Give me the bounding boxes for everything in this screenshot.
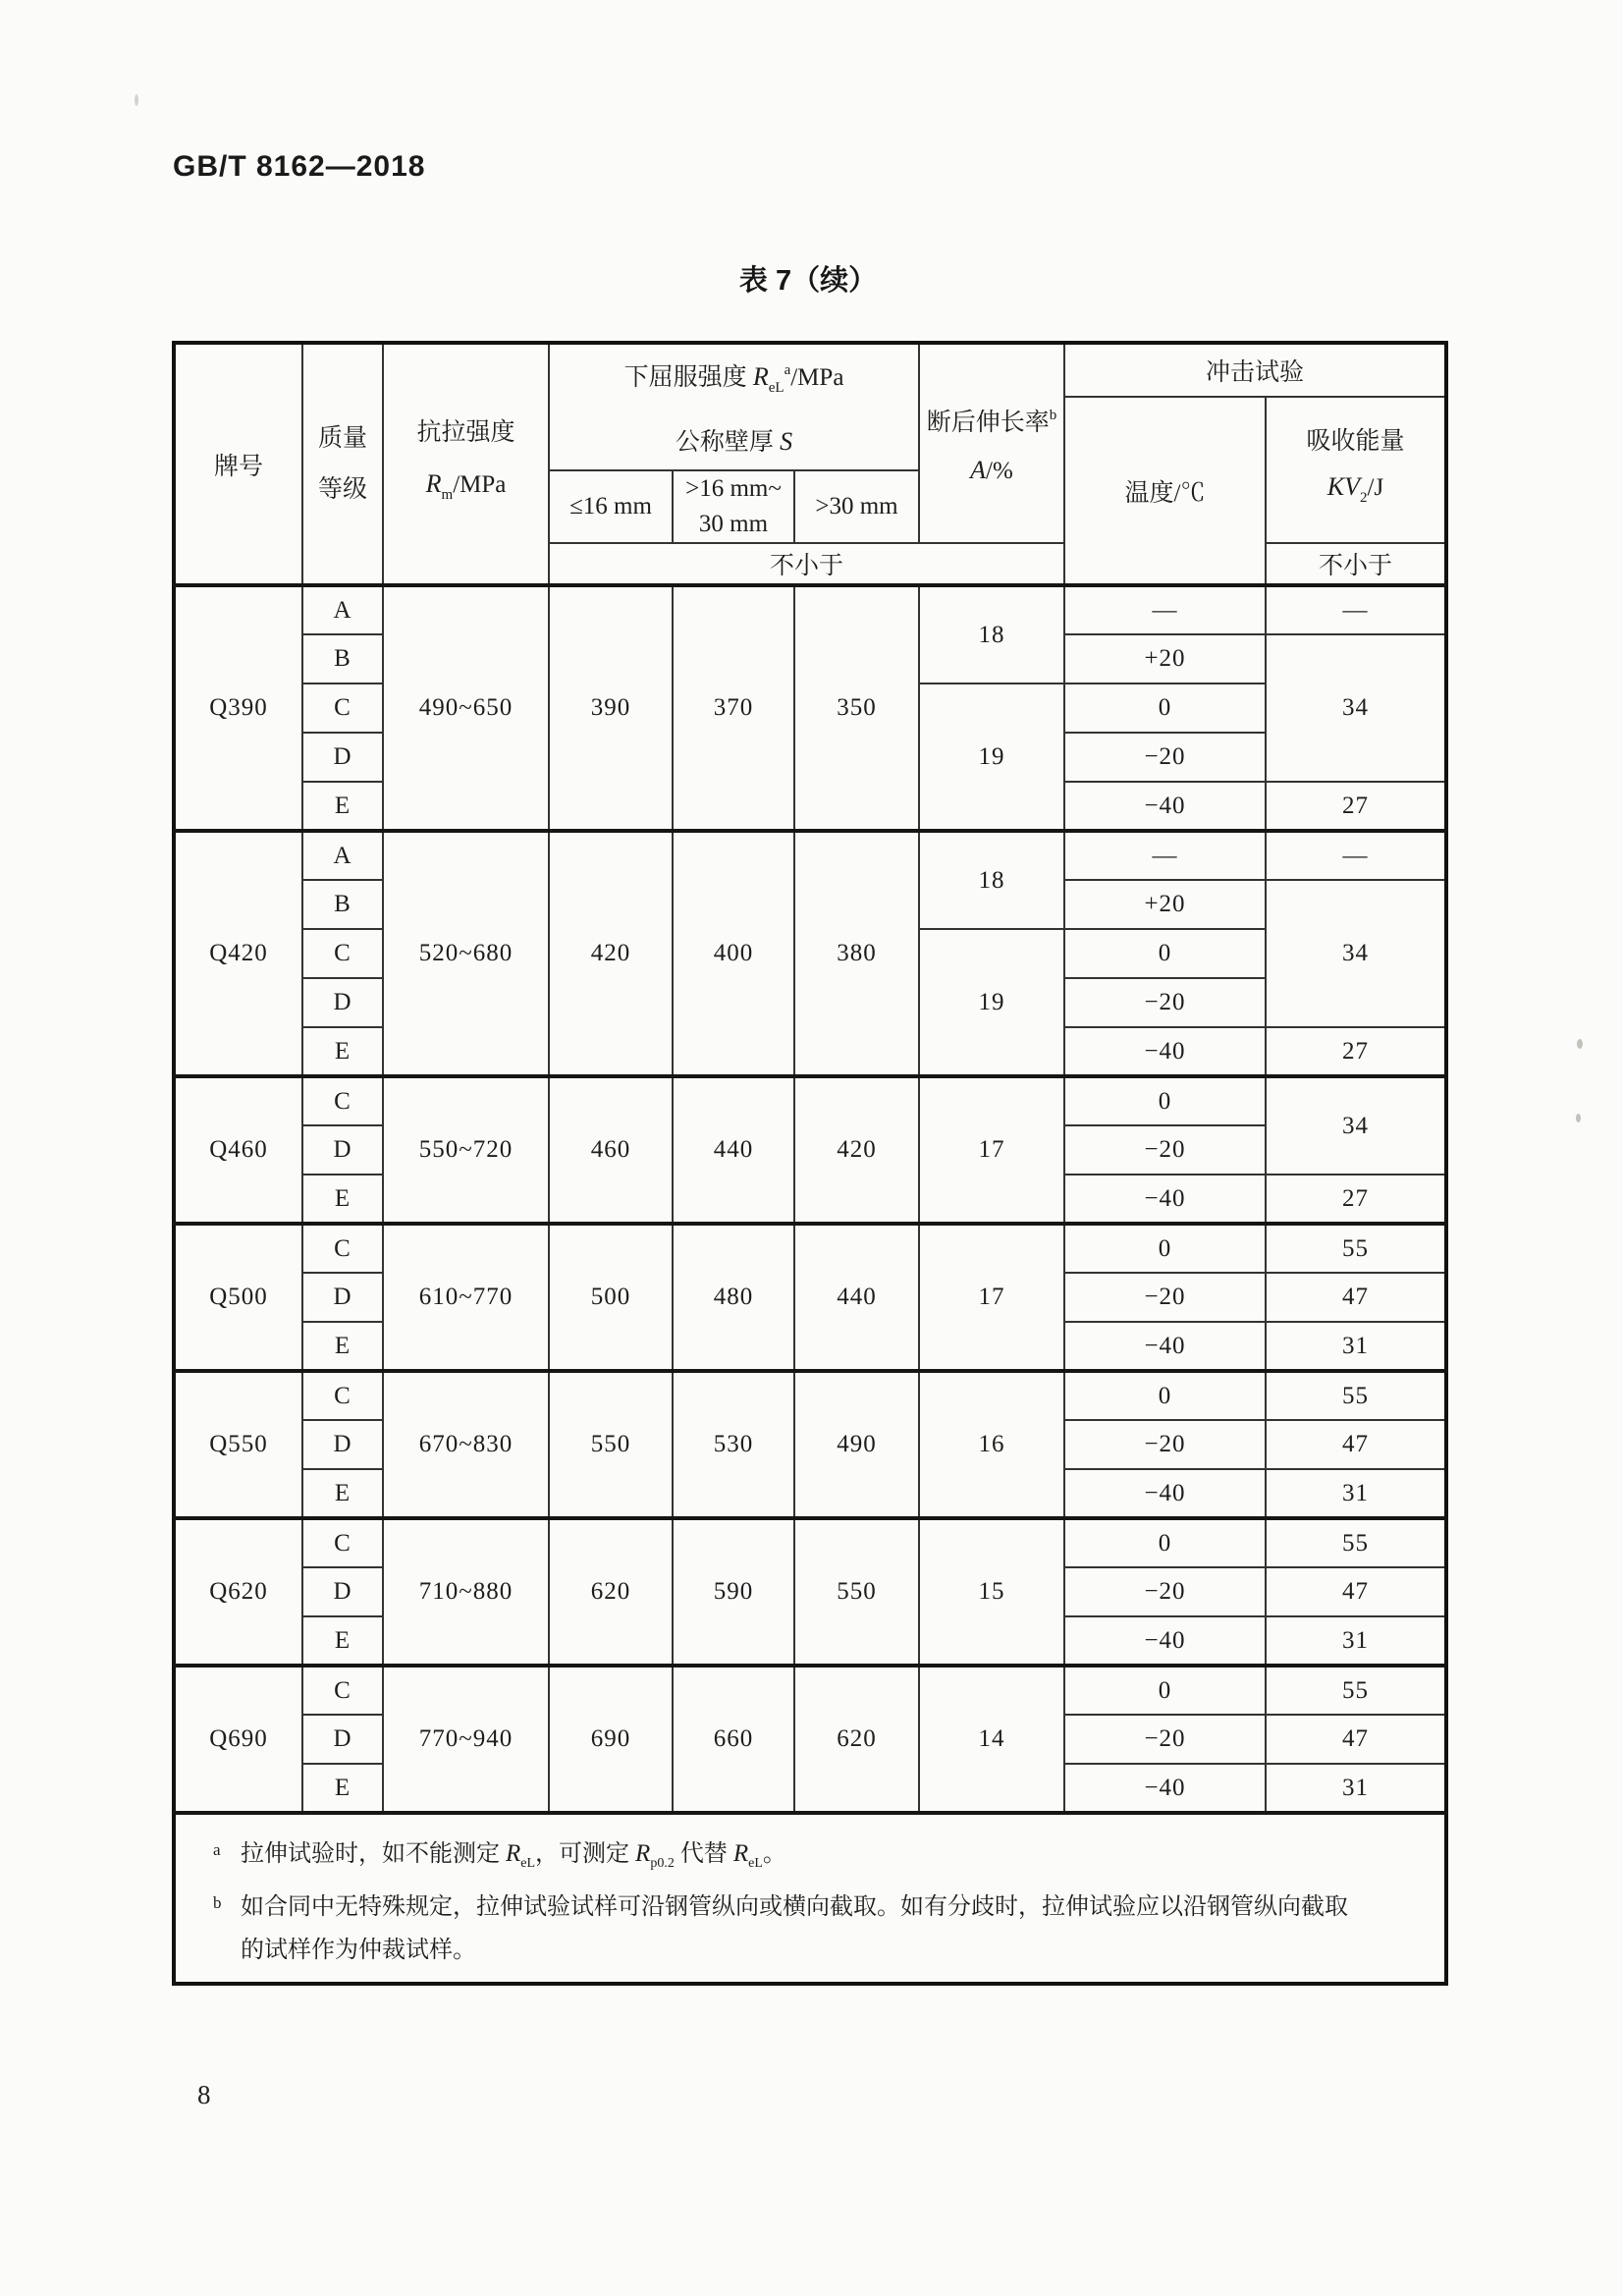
grade-cell: Q550 (174, 1371, 302, 1518)
quality-cell: D (302, 1420, 383, 1469)
tensile-cell: 610~770 (383, 1224, 549, 1371)
temp-cell: +20 (1064, 880, 1266, 929)
yield-cell-1: 550 (549, 1371, 673, 1518)
kv-cell: — (1266, 585, 1446, 634)
energy-symbol: $KV_2/J$ (1326, 472, 1384, 506)
tensile-cell: 710~880 (383, 1518, 549, 1666)
grade-cell: Q690 (174, 1666, 302, 1813)
quality-cell: B (302, 634, 383, 683)
yield-cell-1: 390 (549, 585, 673, 831)
kv-cell: 31 (1266, 1616, 1446, 1666)
yield-cell-3: 440 (794, 1224, 919, 1371)
temp-cell: −20 (1064, 1125, 1266, 1175)
kv-cell: 47 (1266, 1273, 1446, 1322)
yield-cell-1: 420 (549, 831, 673, 1076)
quality-cell: D (302, 733, 383, 782)
kv-cell: 27 (1266, 1175, 1446, 1224)
quality-cell: C (302, 929, 383, 978)
scan-speck-1 (1577, 1039, 1583, 1049)
yield-symbol-line: 下屈服强度 $R_{eL}^a$/MPa (623, 361, 844, 396)
kv-cell: 55 (1266, 1371, 1446, 1420)
temp-cell: 0 (1064, 1666, 1266, 1715)
yield-cell-3: 550 (794, 1518, 919, 1666)
temp-cell: −20 (1064, 1420, 1266, 1469)
energy-label: 吸收能量 (1306, 428, 1405, 455)
kv-cell: 47 (1266, 1715, 1446, 1764)
quality-cell: A (302, 831, 383, 880)
temp-cell: −20 (1064, 978, 1266, 1027)
quality-cell: C (302, 1076, 383, 1125)
quality-cell: E (302, 782, 383, 831)
temp-cell: −40 (1064, 1764, 1266, 1813)
page-number: 8 (197, 2080, 211, 2109)
header-impact-test: 冲击试验 (1064, 343, 1446, 397)
kv-cell: 34 (1266, 1076, 1446, 1175)
elongation-cell: 19 (919, 683, 1064, 831)
header-quality-line1: 质量 (317, 424, 367, 452)
temp-cell: +20 (1064, 634, 1266, 683)
temp-cell: −40 (1064, 1175, 1266, 1224)
yield-cell-2: 660 (673, 1666, 794, 1813)
temp-cell: −20 (1064, 733, 1266, 782)
yield-cell-3: 380 (794, 831, 919, 1076)
header-thickness-le16: ≤16 mm (549, 470, 673, 543)
kv-cell: 27 (1266, 1027, 1446, 1076)
yield-cell-1: 690 (549, 1666, 673, 1813)
elongation-cell: 16 (919, 1371, 1064, 1518)
kv-cell: 31 (1266, 1764, 1446, 1813)
elongation-cell: 15 (919, 1518, 1064, 1666)
quality-cell: D (302, 1567, 383, 1616)
quality-cell: C (302, 1371, 383, 1420)
grade-cell: Q460 (174, 1076, 302, 1224)
elongation-label: 断后伸长率$^b$ (926, 408, 1057, 436)
yield-cell-2: 370 (673, 585, 794, 831)
table-7-continued (172, 341, 1448, 1986)
elongation-symbol: A/% (970, 456, 1013, 484)
kv-cell: — (1266, 831, 1446, 880)
quality-cell: C (302, 1224, 383, 1273)
grade-cell: Q420 (174, 831, 302, 1076)
quality-cell: D (302, 1125, 383, 1175)
elongation-cell: 17 (919, 1224, 1064, 1371)
temp-cell: −40 (1064, 1322, 1266, 1371)
elongation-cell: 18 (919, 831, 1064, 929)
temp-cell: −40 (1064, 782, 1266, 831)
quality-cell: A (302, 585, 383, 634)
quality-cell: E (302, 1027, 383, 1076)
grade-cell: Q620 (174, 1518, 302, 1666)
elongation-cell: 18 (919, 585, 1064, 683)
header-not-less-than-right: 不小于 (1266, 543, 1446, 585)
temp-cell: — (1064, 831, 1266, 880)
header-thickness-gt30: >30 mm (794, 470, 919, 543)
yield-cell-2: 400 (673, 831, 794, 1076)
elongation-cell: 19 (919, 929, 1064, 1076)
yield-cell-1: 620 (549, 1518, 673, 1666)
tensile-cell: 550~720 (383, 1076, 549, 1224)
quality-cell: E (302, 1322, 383, 1371)
header-yield-strength (549, 343, 919, 470)
kv-cell: 55 (1266, 1518, 1446, 1567)
temp-cell: −40 (1064, 1616, 1266, 1666)
quality-cell: C (302, 683, 383, 733)
header-thickness-16to30: >16 mm~ 30 mm (673, 470, 794, 543)
kv-cell: 55 (1266, 1224, 1446, 1273)
yield-cell-3: 490 (794, 1371, 919, 1518)
quality-cell: C (302, 1666, 383, 1715)
quality-cell: E (302, 1764, 383, 1813)
yield-cell-2: 590 (673, 1518, 794, 1666)
temp-cell: −40 (1064, 1027, 1266, 1076)
temp-cell: 0 (1064, 1518, 1266, 1567)
header-absorbed-energy (1266, 397, 1446, 543)
temp-cell: 0 (1064, 683, 1266, 733)
header-temperature: 温度/℃ (1064, 397, 1266, 585)
grade-cell: Q500 (174, 1224, 302, 1371)
tensile-symbol: $R_m$/MPa (425, 469, 507, 503)
doc-number: GB/T 8162—2018 (173, 150, 426, 183)
footnote-b: b 如合同中无特殊规定，拉伸试验试样可沿钢管纵向或横向截取。如有分歧时，拉伸试验应以沿钢管纵向截取的试样作为仲裁试样。 (205, 1886, 1370, 1972)
header-quality-level (302, 343, 383, 585)
header-grade: 牌号 (174, 343, 302, 585)
table-title: 表 7（续） (738, 265, 878, 297)
quality-cell: D (302, 1715, 383, 1764)
kv-cell: 47 (1266, 1420, 1446, 1469)
scan-speck-2 (1576, 1114, 1581, 1122)
quality-cell: C (302, 1518, 383, 1567)
header-not-less-than-left: 不小于 (549, 543, 1064, 585)
quality-cell: E (302, 1616, 383, 1666)
yield-cell-3: 350 (794, 585, 919, 831)
footnote-b-marker: b (213, 1893, 222, 1912)
temp-cell: −20 (1064, 1567, 1266, 1616)
temp-cell: 0 (1064, 929, 1266, 978)
grade-cell: Q390 (174, 585, 302, 831)
yield-cell-3: 620 (794, 1666, 919, 1813)
yield-cell-1: 460 (549, 1076, 673, 1224)
yield-cell-2: 530 (673, 1371, 794, 1518)
kv-cell: 34 (1266, 634, 1446, 782)
temp-cell: 0 (1064, 1371, 1266, 1420)
temp-cell: −20 (1064, 1273, 1266, 1322)
scan-speck-3 (135, 94, 138, 106)
header-quality-line2: 等级 (317, 475, 367, 503)
yield-cell-1: 500 (549, 1224, 673, 1371)
kv-cell: 55 (1266, 1666, 1446, 1715)
temp-cell: −20 (1064, 1715, 1266, 1764)
kv-cell: 31 (1266, 1322, 1446, 1371)
elongation-cell: 17 (919, 1076, 1064, 1224)
footnote-a: a 拉伸试验时，如不能测定 $R_{eL}$，可测定 $R_{p0.2}$ 代替 $R_{eL}$。 (205, 1832, 1370, 1886)
yield-cell-2: 440 (673, 1076, 794, 1224)
quality-cell: D (302, 1273, 383, 1322)
yield-cell-2: 480 (673, 1224, 794, 1371)
kv-cell: 47 (1266, 1567, 1446, 1616)
tensile-cell: 520~680 (383, 831, 549, 1076)
tensile-cell: 770~940 (383, 1666, 549, 1813)
kv-cell: 34 (1266, 880, 1446, 1027)
quality-cell: B (302, 880, 383, 929)
kv-cell: 31 (1266, 1469, 1446, 1518)
quality-cell: E (302, 1175, 383, 1224)
yield-cell-3: 420 (794, 1076, 919, 1224)
footnote-a-marker: a (213, 1840, 221, 1859)
quality-cell: E (302, 1469, 383, 1518)
temp-cell: −40 (1064, 1469, 1266, 1518)
kv-cell: 27 (1266, 782, 1446, 831)
footnotes-cell (174, 1813, 1446, 1984)
temp-cell: 0 (1064, 1224, 1266, 1273)
tensile-label: 抗拉强度 (416, 419, 515, 446)
tensile-cell: 670~830 (383, 1371, 549, 1518)
elongation-cell: 14 (919, 1666, 1064, 1813)
temp-cell: 0 (1064, 1076, 1266, 1125)
header-tensile-strength (383, 343, 549, 585)
header-elongation (919, 343, 1064, 543)
wall-thickness-line: 公称壁厚 S (675, 426, 793, 456)
tensile-cell: 490~650 (383, 585, 549, 831)
temp-cell: — (1064, 585, 1266, 634)
quality-cell: D (302, 978, 383, 1027)
